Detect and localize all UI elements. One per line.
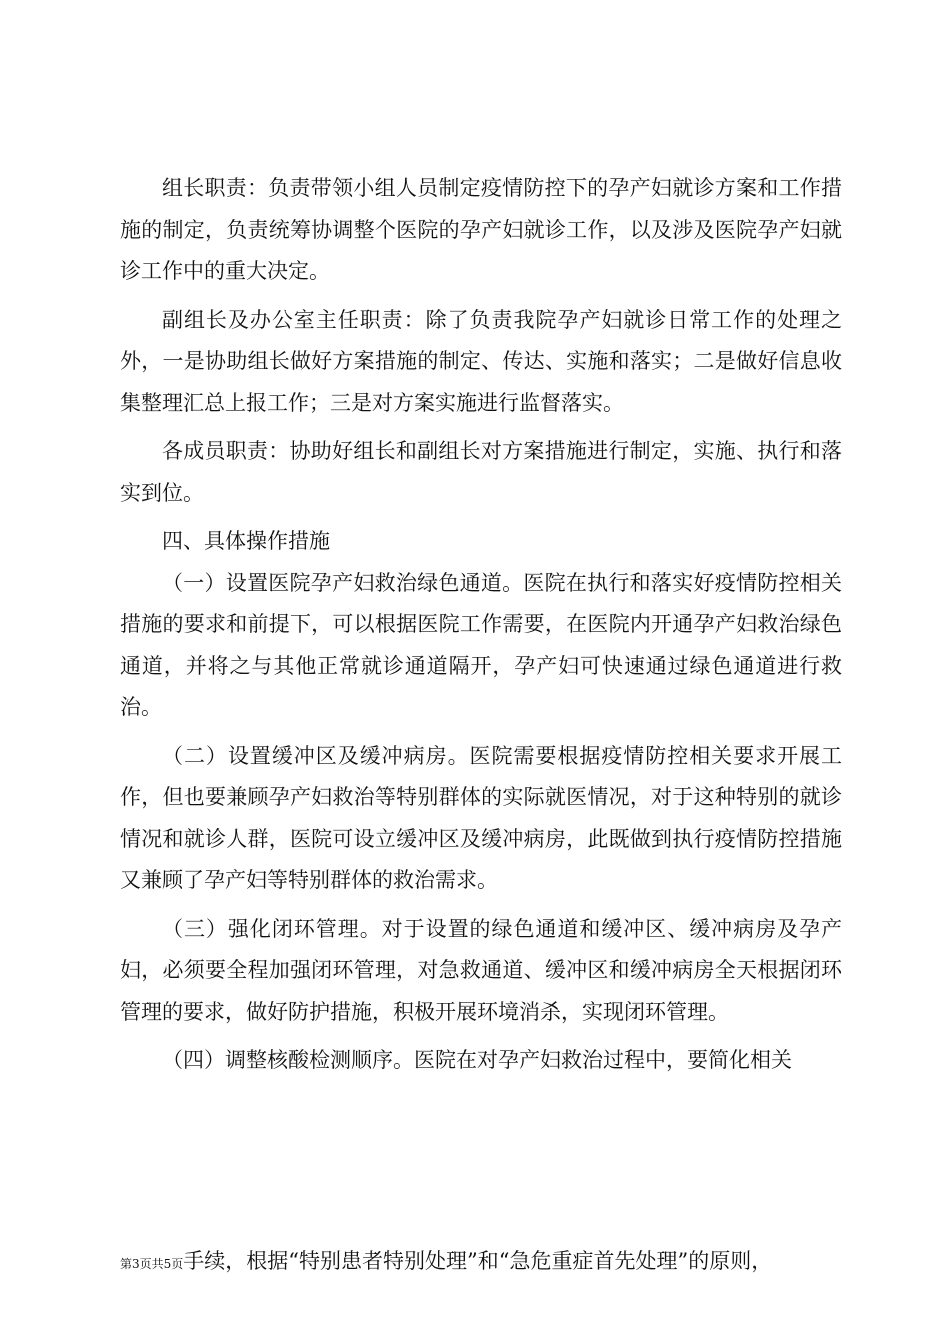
paragraph-nucleic-acid-test: （四）调整核酸检测顺序。医院在对孕产妇救治过程中，要简化相关 [162, 1048, 792, 1072]
paragraph-closed-loop: （三）强化闭环管理。对于设置的绿色通道和缓冲区、缓冲病房及孕产妇，必须要全程加强闭环管理，对急救通道、缓冲区和缓冲病房全天根据闭环管理的要求，做好防护措施，积极开展环境消杀，实现闭环管理。 [120, 916, 842, 1024]
page-number: 第3页共5页 [120, 1257, 184, 1271]
paragraph-green-channel: （一）设置医院孕产妇救治绿色通道。医院在执行和落实好疫情防控相关措施的要求和前提下，可以根据医院工作需要，在医院内开通孕产妇救治绿色通道，并将之与其他正常就诊通道隔开，孕产妇可快速通过绿色通道进行救治。 [120, 570, 842, 719]
paragraph-deputy-duties: 副组长及办公室主任职责：除了负责我院孕产妇就诊日常工作的处理之外，一是协助组长做好方案措施的制定、传达、实施和落实；二是做好信息收集整理汇总上报工作；三是对方案实施进行监督落实。 [120, 307, 842, 415]
page-footer [120, 1241, 860, 1286]
paragraph-member-duties: 各成员职责：协助好组长和副组长对方案措施进行制定，实施、执行和落实到位。 [120, 439, 842, 505]
document-body [120, 168, 842, 1082]
paragraph-buffer-zone: （二）设置缓冲区及缓冲病房。医院需要根据疫情防控相关要求开展工作，但也要兼顾孕产妇救治等特别群体的实际就医情况，对于这种特别的就诊情况和就诊人群，医院可设立缓冲区及缓冲病房，此既做到执行疫情防控措施又兼顾了孕产妇等特别群体的救治需求。 [120, 743, 842, 892]
continuation-text: 手续，根据“特别患者特别处理”和“急危重症首先处理”的原则， [183, 1249, 773, 1273]
section-heading-measures: 四、具体操作措施 [162, 529, 330, 553]
paragraph-leader-duties: 组长职责：负责带领小组人员制定疫情防控下的孕产妇就诊方案和工作措施的制定，负责统筹协调整个医院的孕产妇就诊工作，以及涉及医院孕产妇就诊工作中的重大决定。 [120, 176, 842, 283]
